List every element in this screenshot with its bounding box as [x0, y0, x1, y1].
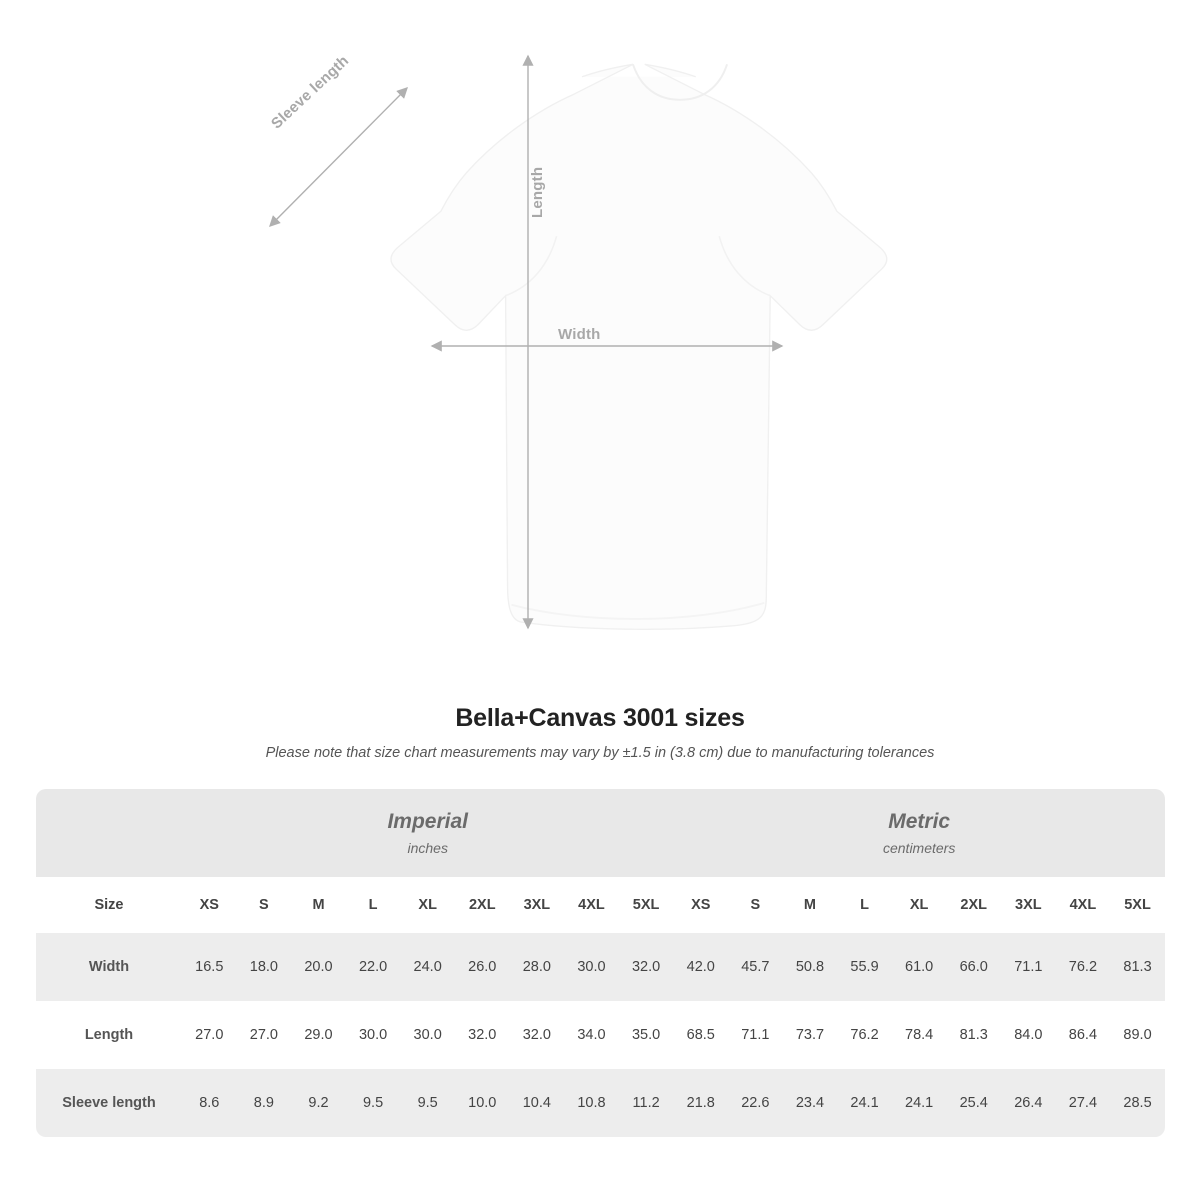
table-cell: 42.0	[673, 933, 728, 1001]
table-cell: 26.4	[1001, 1069, 1056, 1137]
table-cell: 78.4	[892, 1001, 947, 1069]
table-cell: 86.4	[1056, 1001, 1111, 1069]
size-header-cell: 4XL	[564, 877, 619, 933]
size-header-cell: L	[346, 877, 401, 933]
size-header-row	[36, 877, 1165, 933]
size-header-cell: 5XL	[619, 877, 674, 933]
table-cell: 8.6	[182, 1069, 237, 1137]
size-header-cell: 2XL	[455, 877, 510, 933]
table-cell: 30.0	[564, 933, 619, 1001]
size-header-cell: S	[237, 877, 292, 933]
table-cell: 27.0	[182, 1001, 237, 1069]
width-label: Width	[558, 326, 601, 343]
table-cell: 26.0	[455, 933, 510, 1001]
table-cell: 22.6	[728, 1069, 783, 1137]
table-cell: 28.0	[510, 933, 565, 1001]
size-header-cell: L	[837, 877, 892, 933]
size-header-cell: XS	[182, 877, 237, 933]
table-cell: 25.4	[946, 1069, 1001, 1137]
size-header-cell: 3XL	[1001, 877, 1056, 933]
unit-header-metric	[673, 789, 1164, 877]
tshirt-icon	[255, 40, 945, 660]
tshirt-diagram	[255, 40, 945, 660]
table-cell: 20.0	[291, 933, 346, 1001]
table-cell: 32.0	[455, 1001, 510, 1069]
table-cell: 81.3	[1110, 933, 1165, 1001]
table-row	[36, 1001, 1165, 1069]
table-cell: 24.0	[400, 933, 455, 1001]
table-cell: 9.5	[346, 1069, 401, 1137]
table-cell: 71.1	[1001, 933, 1056, 1001]
unit-metric-sub: centimeters	[882, 839, 956, 856]
table-cell: 8.9	[237, 1069, 292, 1137]
table-cell: 81.3	[946, 1001, 1001, 1069]
table-cell: 32.0	[619, 933, 674, 1001]
table-cell: 30.0	[400, 1001, 455, 1069]
tolerance-note: Please note that size chart measurements may vary by ±1.5 in (3.8 cm) due to manufacturing tolerances	[265, 745, 935, 761]
table-cell: 35.0	[619, 1001, 674, 1069]
unit-header-spacer	[36, 789, 182, 877]
table-cell: 16.5	[182, 933, 237, 1001]
table-cell: 10.8	[564, 1069, 619, 1137]
table-cell: 55.9	[837, 933, 892, 1001]
table-cell: 23.4	[783, 1069, 838, 1137]
table-row	[36, 1069, 1165, 1137]
unit-imperial-name: Imperial	[387, 810, 468, 834]
size-header-cell: XL	[400, 877, 455, 933]
table-cell: 24.1	[837, 1069, 892, 1137]
size-table-wrap	[36, 789, 1164, 1137]
table-cell: 68.5	[673, 1001, 728, 1069]
table-cell: 34.0	[564, 1001, 619, 1069]
table-cell: 21.8	[673, 1069, 728, 1137]
table-cell: 30.0	[346, 1001, 401, 1069]
size-header-label: Size	[36, 877, 182, 933]
unit-imperial-sub: inches	[407, 839, 448, 856]
unit-header-imperial	[182, 789, 673, 877]
table-cell: 73.7	[783, 1001, 838, 1069]
table-cell: 10.0	[455, 1069, 510, 1137]
table-cell: 10.4	[510, 1069, 565, 1137]
size-header-cell: M	[783, 877, 838, 933]
unit-header-row	[36, 789, 1165, 877]
table-row	[36, 933, 1165, 1001]
table-cell: 71.1	[728, 1001, 783, 1069]
table-cell: 28.5	[1110, 1069, 1165, 1137]
table-cell: 9.2	[291, 1069, 346, 1137]
sleeve-length-label: Sleeve length	[268, 52, 353, 133]
table-cell: 76.2	[837, 1001, 892, 1069]
title-block	[0, 704, 1200, 761]
page-title: Bella+Canvas 3001 sizes	[455, 704, 745, 732]
table-cell: 66.0	[946, 933, 1001, 1001]
table-cell: 11.2	[619, 1069, 674, 1137]
size-header-cell: XL	[892, 877, 947, 933]
table-cell: 27.4	[1056, 1069, 1111, 1137]
table-cell: 22.0	[346, 933, 401, 1001]
row-label: Length	[36, 1001, 182, 1069]
table-cell: 50.8	[783, 933, 838, 1001]
row-label: Width	[36, 933, 182, 1001]
size-header-cell: 3XL	[510, 877, 565, 933]
table-cell: 32.0	[510, 1001, 565, 1069]
size-header-cell: M	[291, 877, 346, 933]
table-cell: 24.1	[892, 1069, 947, 1137]
size-header-cell: 2XL	[946, 877, 1001, 933]
table-cell: 84.0	[1001, 1001, 1056, 1069]
table-cell: 89.0	[1110, 1001, 1165, 1069]
table-cell: 18.0	[237, 933, 292, 1001]
size-header-cell: 5XL	[1110, 877, 1165, 933]
table-cell: 61.0	[892, 933, 947, 1001]
table-cell: 9.5	[400, 1069, 455, 1137]
unit-metric-name: Metric	[888, 810, 951, 834]
size-table	[36, 789, 1165, 1137]
table-cell: 29.0	[291, 1001, 346, 1069]
table-cell: 27.0	[237, 1001, 292, 1069]
table-cell: 45.7	[728, 933, 783, 1001]
table-cell: 76.2	[1056, 933, 1111, 1001]
row-label: Sleeve length	[36, 1069, 182, 1137]
size-header-cell: 4XL	[1056, 877, 1111, 933]
length-label: Length	[529, 166, 546, 218]
size-header-cell: S	[728, 877, 783, 933]
size-header-cell: XS	[673, 877, 728, 933]
